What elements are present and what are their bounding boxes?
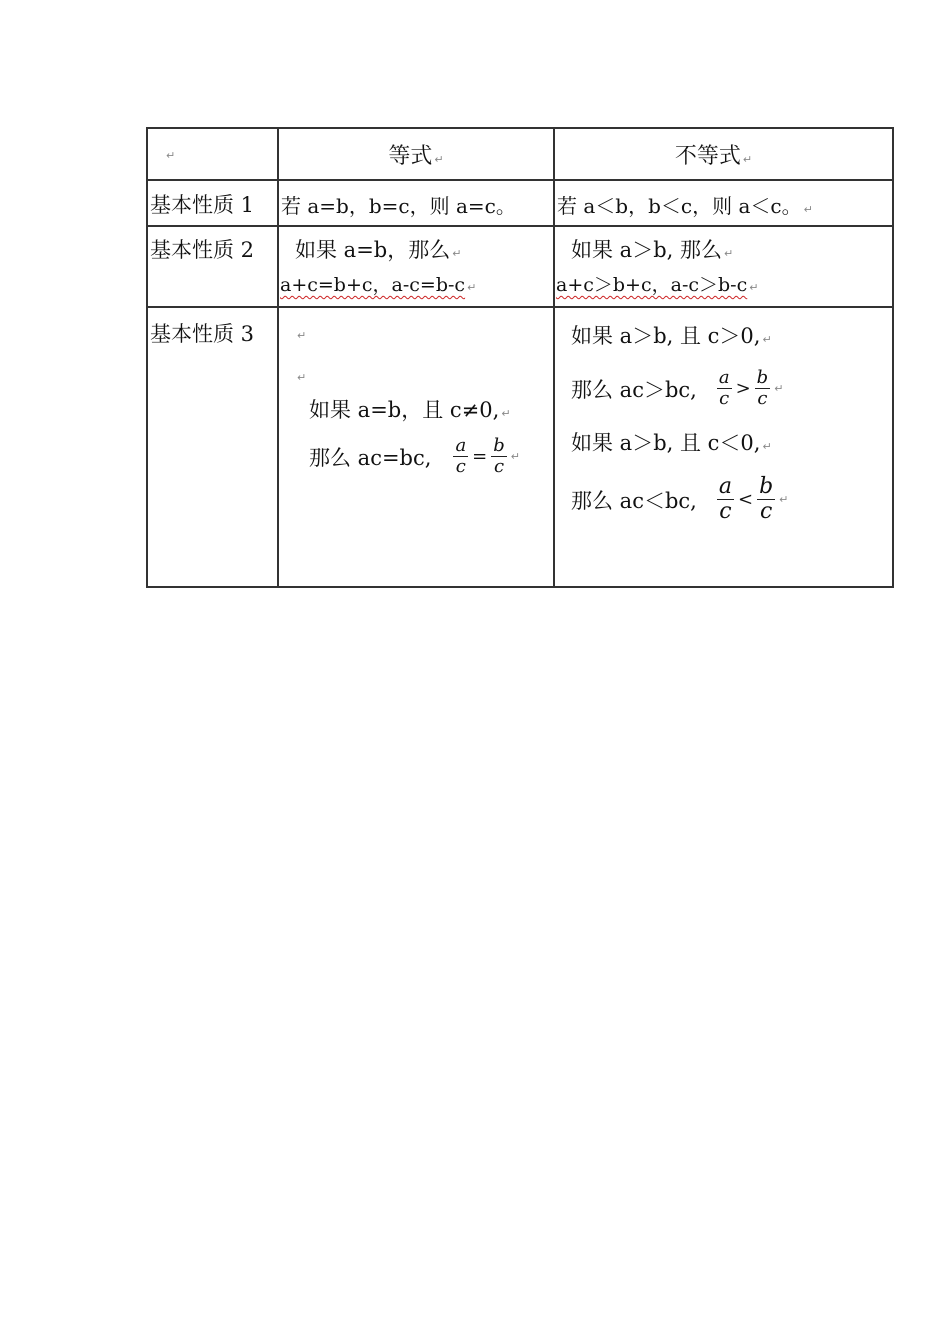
paragraph-mark: ↵ (803, 203, 813, 216)
paragraph-mark: ↵ (762, 333, 772, 346)
equality-line-2: a+c=b+c，a-c=b-c (280, 274, 466, 296)
fraction-b-over-c: $\frac{b}{c}$ (756, 367, 769, 409)
property-row-3 (147, 307, 893, 587)
header-inequality-cell (554, 128, 893, 180)
equality-cell (278, 180, 554, 226)
paragraph-mark: ↵ (749, 281, 759, 294)
paragraph-mark: ↵ (297, 371, 307, 384)
paragraph-mark: ↵ (510, 450, 521, 463)
less-than-sign: < (737, 489, 754, 510)
properties-table (146, 127, 894, 588)
equals-sign: = (472, 446, 488, 467)
equality-line-1: 如果 a=b，那么 (295, 238, 451, 262)
fraction-a-over-c: $\frac{a}{c}$ (455, 435, 467, 477)
fraction-b-over-c: $\frac{b}{c}$ (493, 435, 505, 477)
paragraph-mark: ↵ (724, 247, 734, 260)
inequality-line-1: 如果 a＞b, 那么 (571, 238, 722, 262)
header-inequality: 不等式 (674, 144, 741, 169)
paragraph-mark: ↵ (774, 382, 784, 395)
equality-cell (278, 307, 554, 587)
row-label: 基本性质 1 (150, 193, 255, 217)
row-label: 基本性质 2 (150, 238, 255, 262)
header-equality-cell (278, 128, 554, 180)
paragraph-mark: ↵ (779, 493, 789, 506)
paragraph-mark: ↵ (434, 153, 444, 166)
fraction-b-over-c: $\frac{b}{c}$ (759, 474, 774, 524)
header-row (147, 128, 893, 180)
property-row-1 (147, 180, 893, 226)
fraction-a-over-c: $\frac{a}{c}$ (718, 474, 732, 524)
paragraph-mark: ↵ (467, 281, 477, 294)
equality-text: 若 a=b，b=c，则 a=c。 (281, 194, 516, 218)
equality-cell (278, 226, 554, 307)
equality-line-1: 如果 a=b，且 c≠0, (309, 398, 500, 422)
inequality-line-2: 那么 ac＞bc, (571, 377, 697, 402)
property-row-2 (147, 226, 893, 307)
fraction-a-over-c: $\frac{a}{c}$ (718, 367, 730, 409)
row-label-cell (147, 307, 278, 587)
inequality-line-4: 那么 ac＜bc, (571, 488, 697, 513)
paragraph-mark: ↵ (501, 407, 511, 420)
row-label: 基本性质 3 (150, 322, 255, 346)
paragraph-mark: ↵ (742, 153, 753, 166)
paragraph-mark: ↵ (452, 247, 462, 260)
inequality-line-2: a+c＞b+c，a-c＞b-c (556, 274, 748, 296)
inequality-text: 若 a＜b，b＜c，则 a＜c。 (557, 194, 802, 218)
inequality-cell (554, 307, 893, 587)
greater-than-sign: > (735, 378, 751, 399)
inequality-cell (554, 226, 893, 307)
inequality-cell (554, 180, 893, 226)
paragraph-mark: ↵ (166, 149, 176, 162)
row-label-cell (147, 226, 278, 307)
header-empty-cell (147, 128, 278, 180)
inequality-line-1: 如果 a＞b, 且 c＞0, (571, 324, 761, 348)
paragraph-mark: ↵ (297, 329, 307, 342)
header-equality: 等式 (388, 144, 433, 169)
row-label-cell (147, 180, 278, 226)
equality-line-2: 那么 ac=bc, (309, 445, 432, 470)
paragraph-mark: ↵ (762, 440, 772, 453)
inequality-line-3: 如果 a＞b, 且 c＜0, (571, 431, 761, 455)
